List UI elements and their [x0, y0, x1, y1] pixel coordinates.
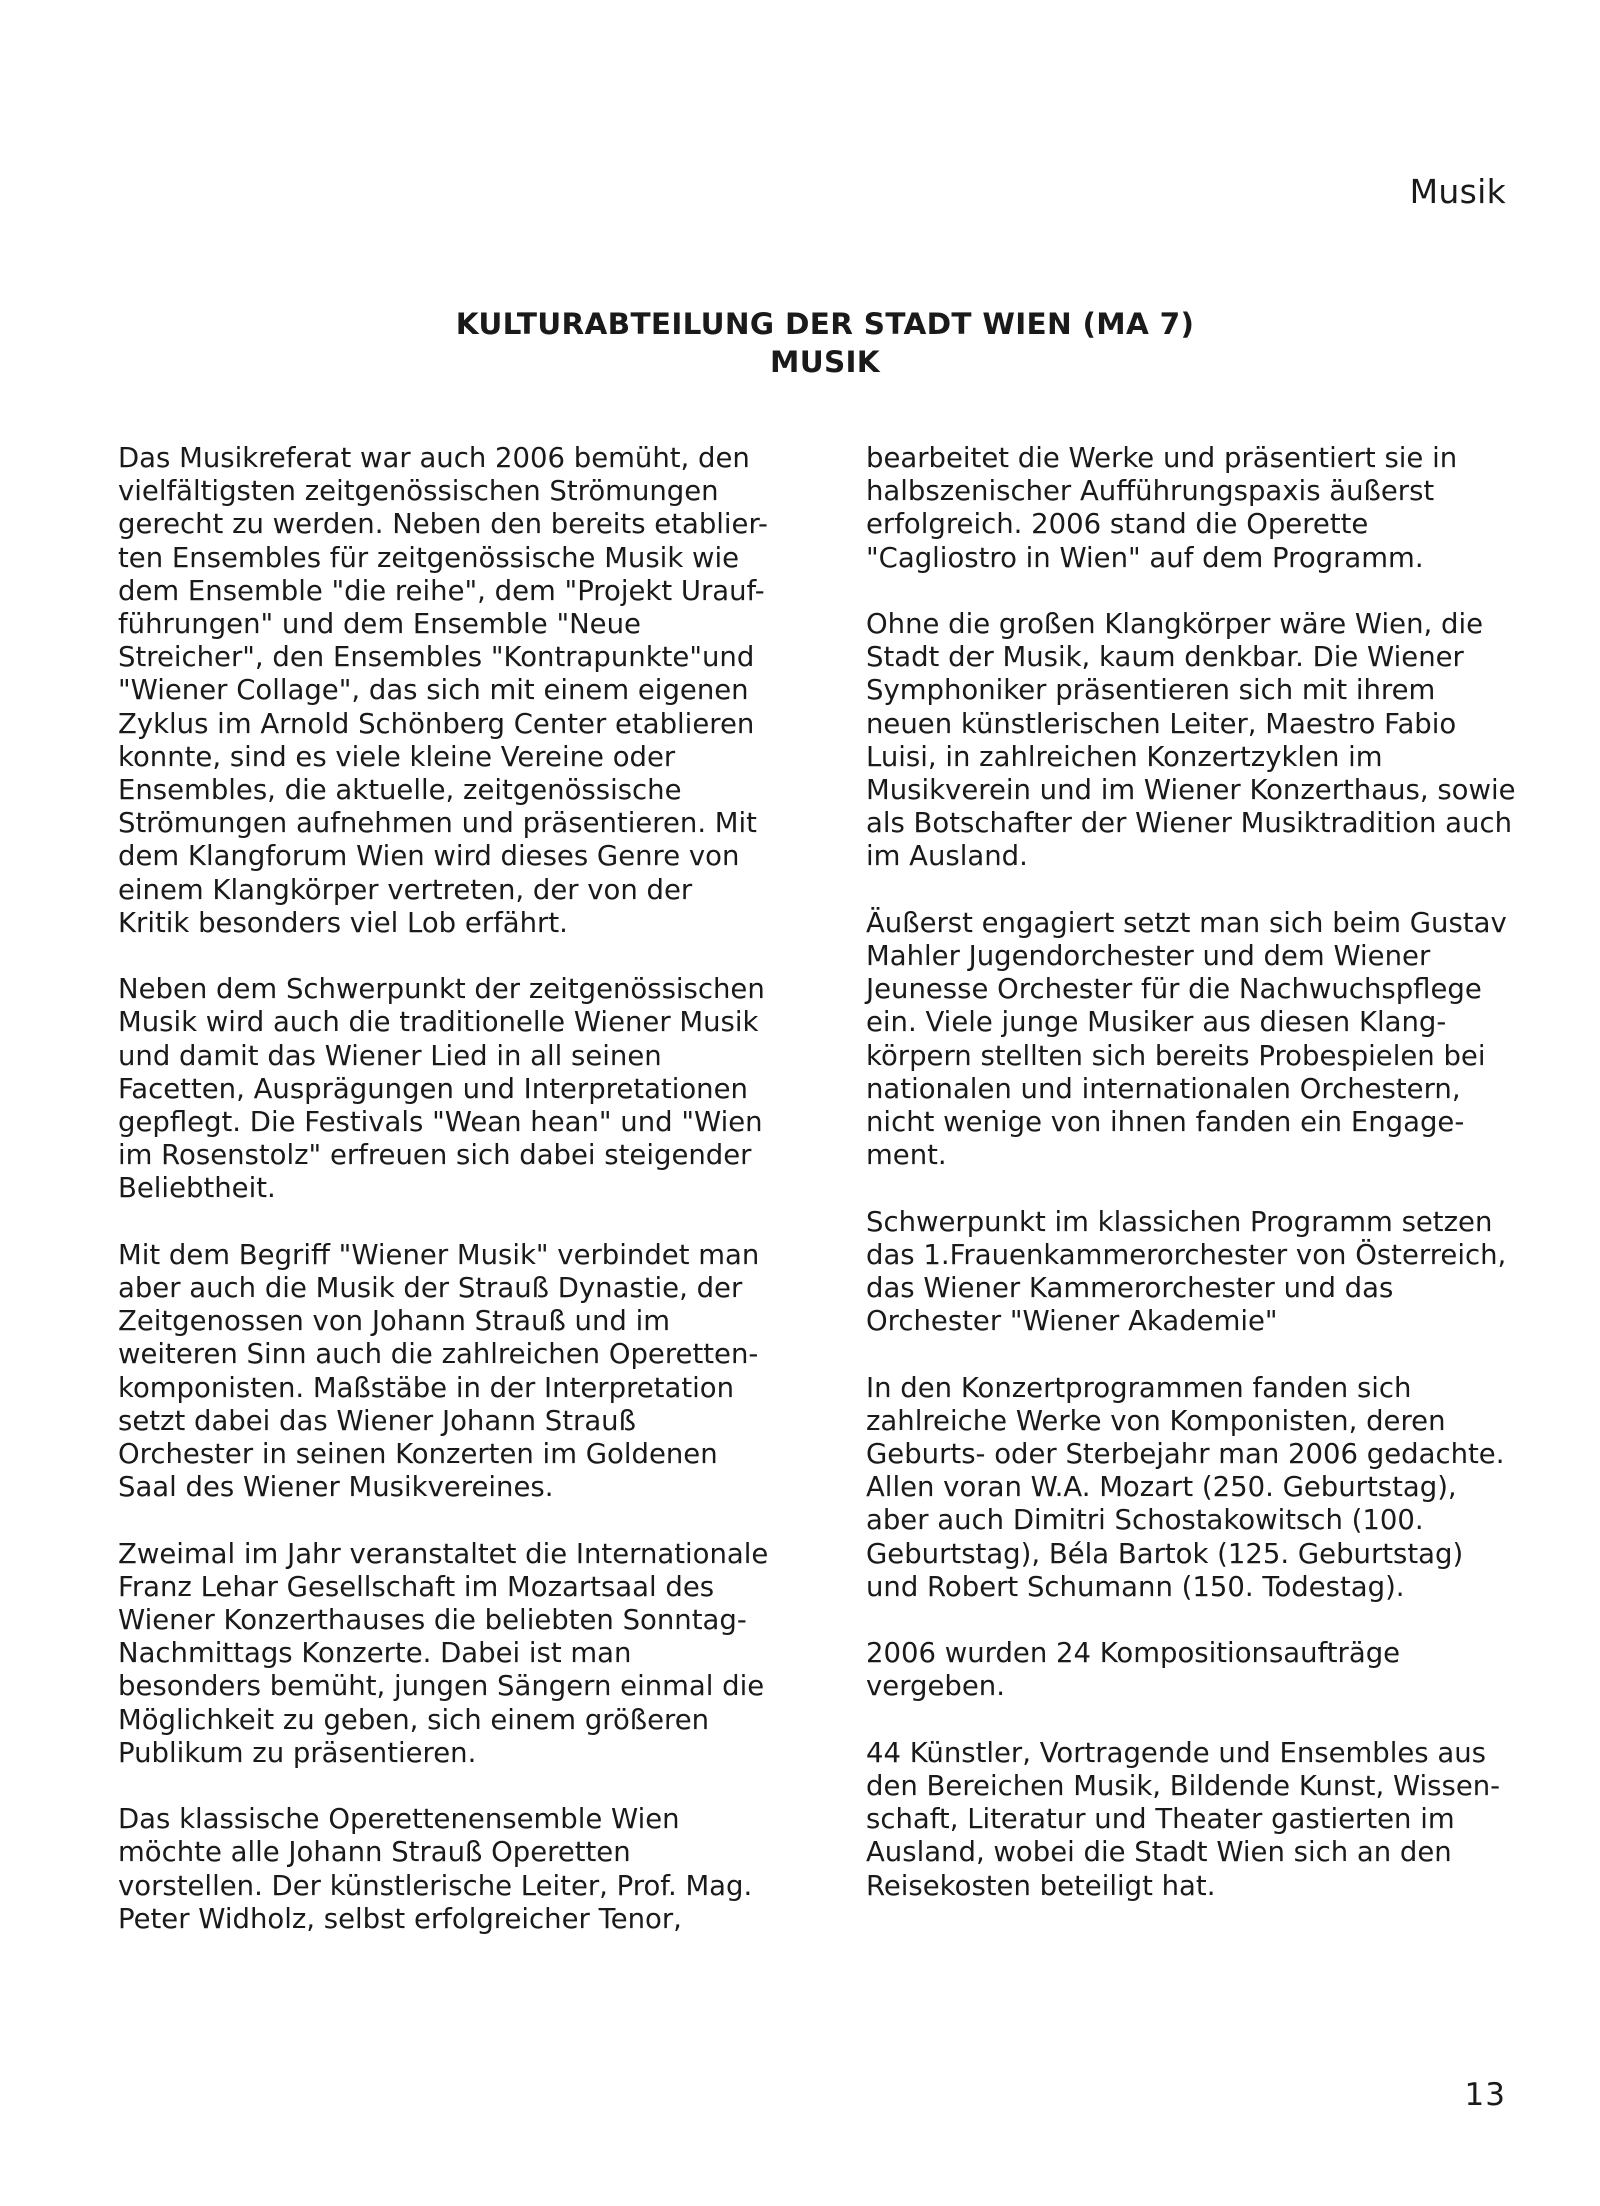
- text-line: Mahler Jugendorchester und dem Wiener: [866, 940, 1431, 973]
- text-line: das Wiener Kammerorchester und das: [866, 1272, 1394, 1305]
- text-line: schaft, Literatur und Theater gastierten im: [866, 1803, 1455, 1836]
- text-line: konnte, sind es viele kleine Vereine oder: [118, 740, 676, 773]
- text-line: Möglichkeit zu geben, sich einem größeren: [118, 1703, 710, 1736]
- paragraph: [866, 1637, 1556, 1703]
- text-line: bearbeitet die Werke und präsentiert sie in: [866, 442, 1458, 474]
- text-line: dem Ensemble "die reihe", dem "Projekt Urauf-: [118, 574, 765, 607]
- text-line: aber auch die Musik der Strauß Dynastie, der: [118, 1272, 743, 1305]
- text-line: neuen künstlerischen Leiter, Maestro Fabio: [866, 707, 1457, 740]
- paragraph: [118, 1538, 808, 1770]
- text-line: vielfältigsten zeitgenössischen Strömungen: [118, 475, 719, 508]
- text-line: körpern stellten sich bereits Probespielen bei: [866, 1039, 1486, 1072]
- text-line: In den Konzertprogrammen fanden sich: [866, 1371, 1412, 1404]
- page-title: [0, 305, 1600, 381]
- text-line: weiteren Sinn auch die zahlreichen Operetten-: [118, 1338, 759, 1371]
- text-line: ment.: [866, 1139, 947, 1172]
- text-line: Geburts- oder Sterbejahr man 2006 gedachte.: [866, 1438, 1505, 1471]
- text-line: vorstellen. Der künstlerische Leiter, Prof. Mag.: [118, 1869, 753, 1902]
- text-line: Das Musikreferat war auch 2006 bemüht, den: [118, 442, 750, 474]
- text-line: das 1.Frauenkammerorchester von Österreich,: [866, 1238, 1507, 1271]
- text-line: Musikverein und im Wiener Konzerthaus, sowie: [866, 774, 1516, 807]
- text-line: führungen" und dem Ensemble "Neue: [118, 608, 641, 641]
- text-line: Allen voran W.A. Mozart (250. Geburtstag),: [866, 1471, 1457, 1504]
- text-line: 44 Künstler, Vortragende und Ensembles aus: [866, 1736, 1486, 1769]
- text-line: nicht wenige von ihnen fanden ein Engage-: [866, 1106, 1465, 1139]
- text-line: "Wiener Collage", das sich mit einem eigenen: [118, 674, 749, 707]
- running-head: Musik: [1409, 172, 1506, 211]
- paragraph: [866, 1206, 1556, 1339]
- text-line: Orchester in seinen Konzerten im Goldenen: [118, 1438, 718, 1471]
- text-line: Geburtstag), Béla Bartok (125. Geburtstag): [866, 1537, 1464, 1570]
- text-line: Ensembles, die aktuelle, zeitgenössische: [118, 774, 682, 807]
- text-line: Kritik besonders viel Lob erfährt.: [118, 906, 568, 939]
- text-line: im Rosenstolz" erfreuen sich dabei steigender: [118, 1139, 752, 1172]
- text-line: zahlreiche Werke von Komponisten, deren: [866, 1404, 1446, 1437]
- right-column: [866, 442, 1556, 1903]
- text-line: Strömungen aufnehmen und präsentieren. Mit: [118, 807, 757, 840]
- paragraph: [118, 1239, 808, 1505]
- paragraph: [866, 608, 1556, 874]
- text-line: ein. Viele junge Musiker aus diesen Klang-: [866, 1006, 1447, 1039]
- paragraph: [118, 442, 808, 940]
- text-line: Saal des Wiener Musikvereines.: [118, 1471, 554, 1504]
- text-line: Streicher", den Ensembles "Kontrapunkte"und: [118, 641, 755, 674]
- text-line: Das klassische Operettenensemble Wien: [118, 1803, 680, 1836]
- text-line: Jeunesse Orchester für die Nachwuchspflege: [866, 973, 1482, 1006]
- text-line: "Cagliostro in Wien" auf dem Programm.: [866, 541, 1424, 574]
- text-line: als Botschafter der Wiener Musiktradition auch: [866, 807, 1513, 840]
- text-line: setzt dabei das Wiener Johann Strauß: [118, 1404, 636, 1437]
- text-line: Zyklus im Arnold Schönberg Center etablieren: [118, 707, 755, 740]
- text-line: nationalen und internationalen Orchestern,: [866, 1072, 1461, 1105]
- text-line: Beliebtheit.: [118, 1172, 276, 1205]
- text-line: Facetten, Ausprägungen und Interpretationen: [118, 1072, 748, 1105]
- text-line: Peter Widholz, selbst erfolgreicher Tenor,: [118, 1902, 682, 1935]
- paragraph: [866, 1372, 1556, 1604]
- text-line: Luisi, in zahlreichen Konzertzyklen im: [866, 740, 1383, 773]
- text-line: komponisten. Maßstäbe in der Interpretation: [118, 1371, 734, 1404]
- text-line: Reisekosten beteiligt hat.: [866, 1869, 1216, 1902]
- paragraph: [866, 907, 1556, 1173]
- text-line: Nachmittags Konzerte. Dabei ist man: [118, 1637, 632, 1670]
- paragraph: [118, 973, 808, 1205]
- text-line: Orchester "Wiener Akademie": [866, 1305, 1278, 1338]
- page-number: 13: [1464, 2077, 1506, 2113]
- paragraph: [866, 442, 1556, 575]
- text-line: gerecht zu werden. Neben den bereits etablier-: [118, 508, 768, 541]
- text-line: Neben dem Schwerpunkt der zeitgenössischen: [118, 973, 765, 1006]
- text-line: 2006 wurden 24 Kompositionsaufträge: [866, 1637, 1401, 1670]
- paragraph: [118, 1803, 808, 1936]
- text-line: den Bereichen Musik, Bildende Kunst, Wissen-: [866, 1770, 1501, 1803]
- text-line: dem Klangforum Wien wird dieses Genre von: [118, 840, 740, 873]
- text-line: möchte alle Johann Strauß Operetten: [118, 1836, 631, 1869]
- title-line-2: MUSIK: [770, 345, 880, 379]
- text-line: Ausland, wobei die Stadt Wien sich an den: [866, 1836, 1452, 1869]
- text-line: Stadt der Musik, kaum denkbar. Die Wiener: [866, 641, 1464, 674]
- text-line: Schwerpunkt im klassichen Programm setzen: [866, 1205, 1493, 1238]
- text-line: ten Ensembles für zeitgenössische Musik wie: [118, 541, 740, 574]
- text-line: Symphoniker präsentieren sich mit ihrem: [866, 674, 1436, 707]
- left-column: [118, 442, 808, 1936]
- paragraph: [866, 1737, 1556, 1903]
- title-line-1: KULTURABTEILUNG DER STADT WIEN (MA 7): [455, 307, 1195, 341]
- text-line: Franz Lehar Gesellschaft im Mozartsaal des: [118, 1570, 715, 1603]
- text-line: und Robert Schumann (150. Todestag).: [866, 1570, 1405, 1603]
- text-line: im Ausland.: [866, 840, 1028, 873]
- text-line: und damit das Wiener Lied in all seinen: [118, 1039, 662, 1072]
- text-line: halbszenischer Aufführungspaxis äußerst: [866, 475, 1435, 508]
- text-line: einem Klangkörper vertreten, der von der: [118, 873, 693, 906]
- text-line: Mit dem Begriff "Wiener Musik" verbindet man: [118, 1238, 760, 1271]
- text-line: erfolgreich. 2006 stand die Operette: [866, 508, 1369, 541]
- text-line: aber auch Dimitri Schostakowitsch (100.: [866, 1504, 1424, 1537]
- text-line: Publikum zu präsentieren.: [118, 1736, 477, 1769]
- text-line: Ohne die großen Klangkörper wäre Wien, die: [866, 608, 1484, 640]
- text-line: Musik wird auch die traditionelle Wiener Musik: [118, 1006, 759, 1039]
- text-line: Äußerst engagiert setzt man sich beim Gustav: [866, 906, 1507, 939]
- text-line: Wiener Konzerthauses die beliebten Sonntag-: [118, 1604, 747, 1637]
- text-line: besonders bemüht, jungen Sängern einmal die: [118, 1670, 765, 1703]
- text-line: Zeitgenossen von Johann Strauß und im: [118, 1305, 671, 1338]
- text-line: gepflegt. Die Festivals "Wean hean" und "Wien: [118, 1106, 763, 1139]
- text-line: vergeben.: [866, 1670, 1005, 1703]
- text-line: Zweimal im Jahr veranstaltet die Internationale: [118, 1537, 769, 1570]
